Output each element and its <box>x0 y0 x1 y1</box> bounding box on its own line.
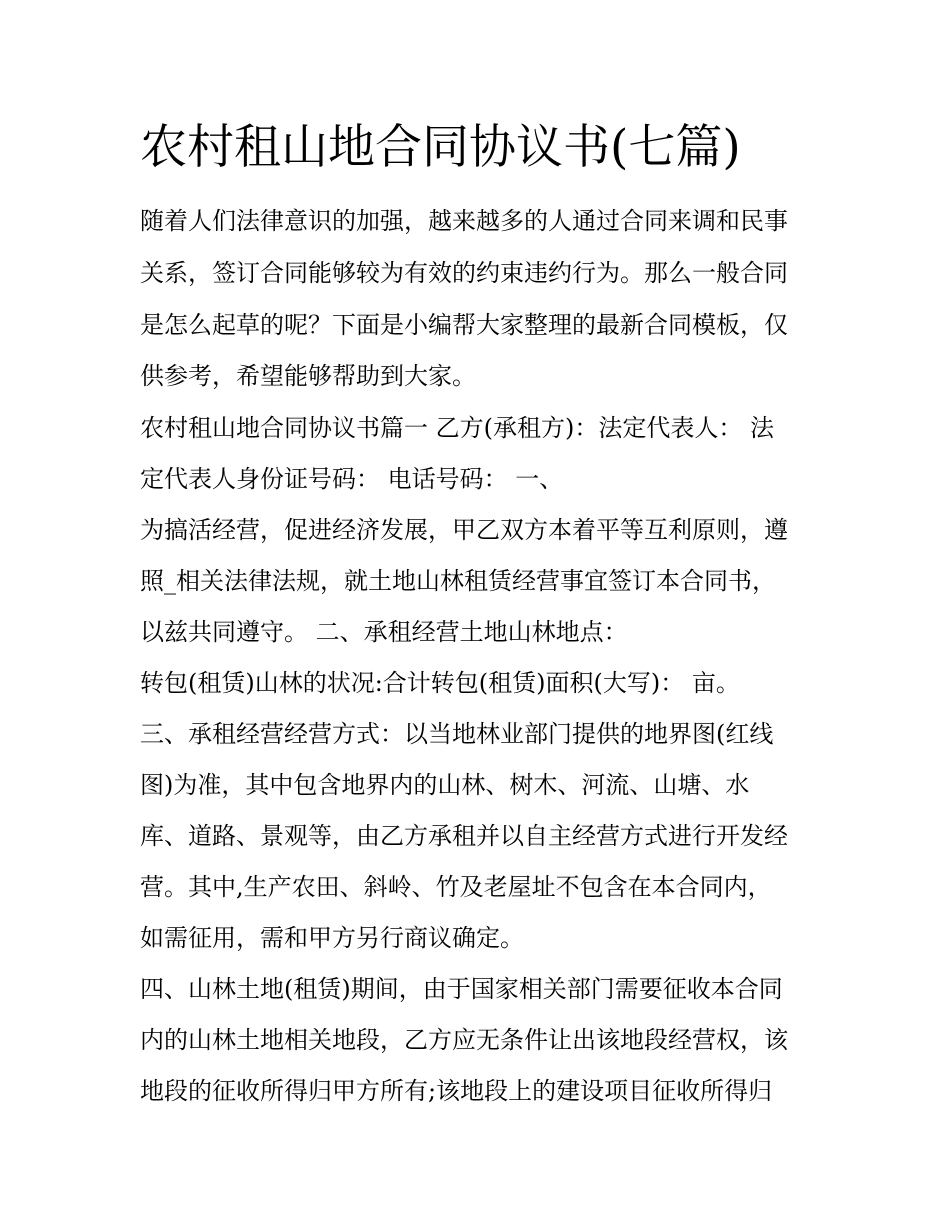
body-line: 供参考，希望能够帮助到大家。 <box>140 362 476 390</box>
body-line: 为搞活经营，促进经济发展，甲乙双方本着平等互利原则，遵 <box>140 516 788 544</box>
body-line: 是怎么起草的呢？下面是小编帮大家整理的最新合同模板，仅 <box>140 311 788 339</box>
document-title: 农村租山地合同协议书(七篇) <box>140 120 741 175</box>
body-line: 照_相关法律法规，就土地山林租赁经营事宜签订本合同书， <box>140 567 776 595</box>
body-line: 营。其中,生产农田、斜岭、竹及老屋址不包含在本合同内， <box>140 873 772 901</box>
body-line: 农村租山地合同协议书篇一 乙方(承租方)：法定代表人： 法 <box>140 414 774 442</box>
body-line: 三、承租经营经营方式：以当地林业部门提供的地界图(红线 <box>140 720 774 748</box>
body-line: 以兹共同遵守。 二、承租经营土地山林地点： <box>140 618 628 646</box>
body-line: 定代表人身份证号码： 电话号码： 一、 <box>140 465 564 493</box>
body-line: 库、道路、景观等，由乙方承租并以自主经营方式进行开发经 <box>140 822 788 850</box>
body-line: 地段的征收所得归甲方所有;该地段上的建设项目征收所得归 <box>140 1077 773 1105</box>
body-line: 关系，签订合同能够较为有效的约束违约行为。那么一般合同 <box>140 259 788 287</box>
body-line: 四、山林土地(租赁)期间，由于国家相关部门需要征收本合同 <box>140 975 783 1003</box>
body-line: 内的山林土地相关地段，乙方应无条件让出该地段经营权，该 <box>140 1026 788 1054</box>
body-line: 图)为准，其中包含地界内的山林、树木、河流、山塘、水 <box>140 771 750 799</box>
body-line: 随着人们法律意识的加强，越来越多的人通过合同来调和民事 <box>140 207 788 235</box>
body-line: 转包(租赁)山林的状况:合计转包(租赁)面积(大写)： 亩。 <box>140 669 740 697</box>
body-line: 如需征用，需和甲方另行商议确定。 <box>140 924 524 952</box>
